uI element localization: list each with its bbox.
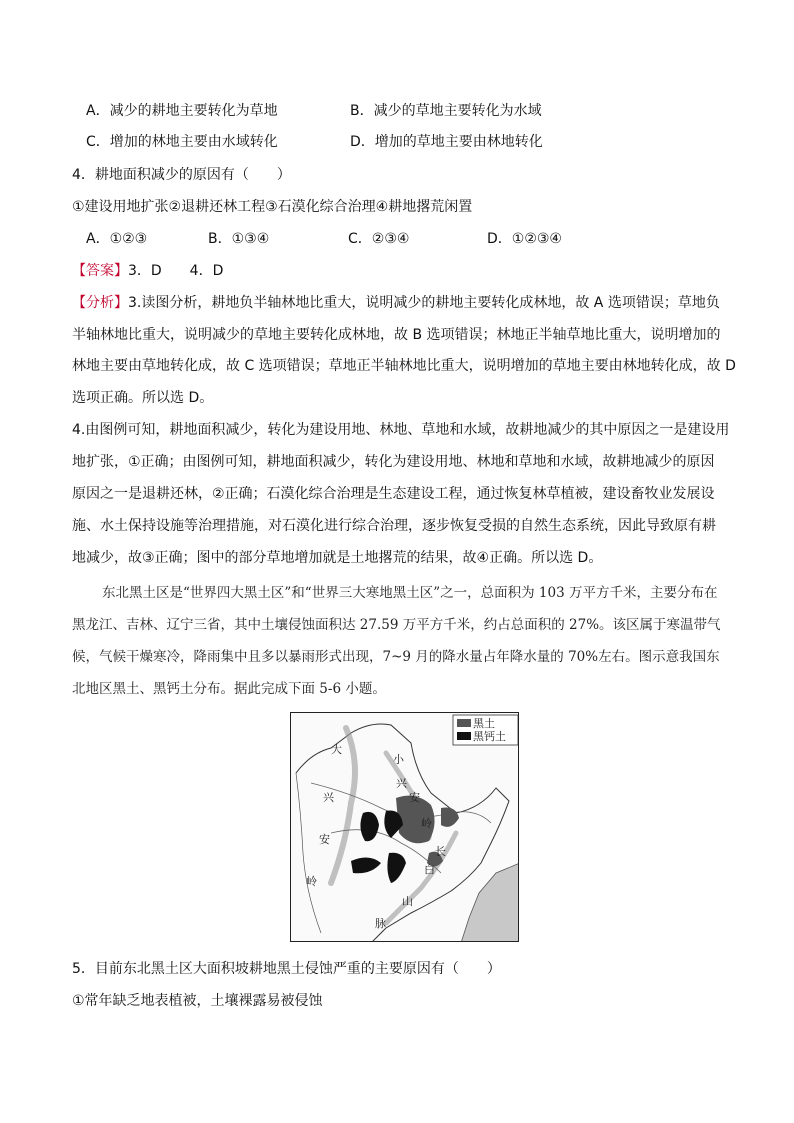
map-label: 兴 [396, 777, 407, 790]
analysis-p2-3: 原因之一是退耕还林，②正确；石漠化综合治理是生态建设工程，通过恢复林草植被，建设畜牧业发展设 [72, 486, 715, 502]
map-label: 脉 [375, 917, 386, 930]
chernozem-area [360, 812, 379, 841]
analysis-p1-3: 林地主要由草地转化成，故 C 选项错误；草地正半轴林地比重大，说明增加的草地主要由林地转化成，故 D [72, 358, 736, 374]
analysis-p2-5: 地减少，故③正确；图中的部分草地增加就是土地撂荒的结果，故④正确。所以选 D。 [72, 550, 603, 566]
analysis-p1-1: 3.读图分析，耕地负半轴林地比重大，说明减少的耕地主要转化成林地，故 A 选项错误；草地负 [128, 295, 720, 311]
map-svg [291, 713, 519, 942]
answer-text: 3．D 4．D [128, 263, 224, 279]
analysis-p2-4: 施、水土保持设施等治理措施，对石漠化进行综合治理，逐步恢复受损的自然生态系统，因此导致原有耕 [72, 518, 716, 534]
question-5-item-1: ①常年缺乏地表植被，土壤裸露易被侵蚀 [72, 993, 323, 1009]
option-4d: D．①②③④ [487, 231, 562, 247]
option-4a: A．①②③ [86, 231, 148, 247]
legend-black-soil-swatch [457, 719, 471, 727]
analysis-p1-4: 选项正确。所以选 D。 [72, 390, 214, 406]
map-label: 岭 [421, 817, 432, 830]
map-label: 兴 [323, 791, 334, 804]
legend-black-soil-label: 黑土 [473, 717, 495, 730]
map-label: 岭 [306, 875, 317, 888]
answer-line [72, 261, 223, 281]
answer-tag: 【答案】 [72, 263, 128, 279]
analysis-tag: 【分析】 [72, 295, 128, 311]
option-3d: D．增加的草地主要由林地转化 [350, 134, 543, 150]
boundary-line-2 [296, 773, 321, 933]
legend-chernozem-label: 黑钙土 [473, 730, 506, 743]
map-label: 大 [331, 743, 342, 756]
map-label: 小 [393, 753, 404, 766]
analysis-line-1 [72, 293, 720, 313]
passage-line-1: 东北黑土区是“世界四大黑土区”和“世界三大寒地黑土区”之一，总面积为 103 万平方千米，主要分布在 [102, 585, 718, 601]
passage-line-4: 北地区黑土、黑钙土分布。据此完成下面 5-6 小题。 [72, 681, 386, 697]
question-4-stem: 4．耕地面积减少的原因有（ ） [72, 167, 291, 183]
analysis-p2-1: 4.由图例可知，耕地面积减少，转化为建设用地、林地、草地和水域，故耕地减少的其中原因之一是建设用 [72, 422, 730, 438]
passage-line-3: 候，气候干燥寒冷，降雨集中且多以暴雨形式出现，7~9 月的降水量占年降水量的 70%左右。图示意我国东 [72, 649, 720, 665]
option-3a: A．减少的耕地主要转化为草地 [86, 103, 278, 119]
option-3b: B．减少的草地主要转化为水域 [350, 103, 542, 119]
map-label: 长 [435, 845, 446, 858]
map-label: 安 [319, 833, 330, 846]
passage-line-2: 黑龙江、吉林、辽宁三省，其中土壤侵蚀面积达 27.59 万平方千米，约占总面积的 27%。该区属于寒温带气 [72, 617, 721, 633]
option-3c: C．增加的林地主要由水域转化 [86, 134, 278, 150]
map-label: 山 [402, 895, 413, 908]
chernozem-area [387, 853, 406, 883]
map-label: 安 [409, 791, 420, 804]
analysis-p2-2: 地扩张，①正确；由图例可知，耕地面积减少，转化为建设用地、林地和草地和水域，故耕地减少的原因 [72, 454, 715, 470]
analysis-p1-2: 半轴林地比重大，说明减少的草地主要转化成林地，故 B 选项错误；林地正半轴草地比重大，说明增加的 [72, 327, 721, 343]
option-4b: B．①③④ [208, 231, 270, 247]
northeast-soil-map [290, 712, 519, 942]
question-5-stem: 5．目前东北黑土区大面积坡耕地黑土侵蚀严重的主要原因有（ ） [72, 961, 501, 977]
question-4-items: ①建设用地扩张②退耕还林工程③石漠化综合治理④耕地撂荒闲置 [72, 199, 473, 215]
legend-chernozem-swatch [457, 732, 471, 740]
map-label: 白 [424, 863, 435, 876]
option-4c: C．②③④ [348, 231, 410, 247]
black-soil-area [441, 807, 459, 826]
chernozem-area [351, 857, 381, 873]
